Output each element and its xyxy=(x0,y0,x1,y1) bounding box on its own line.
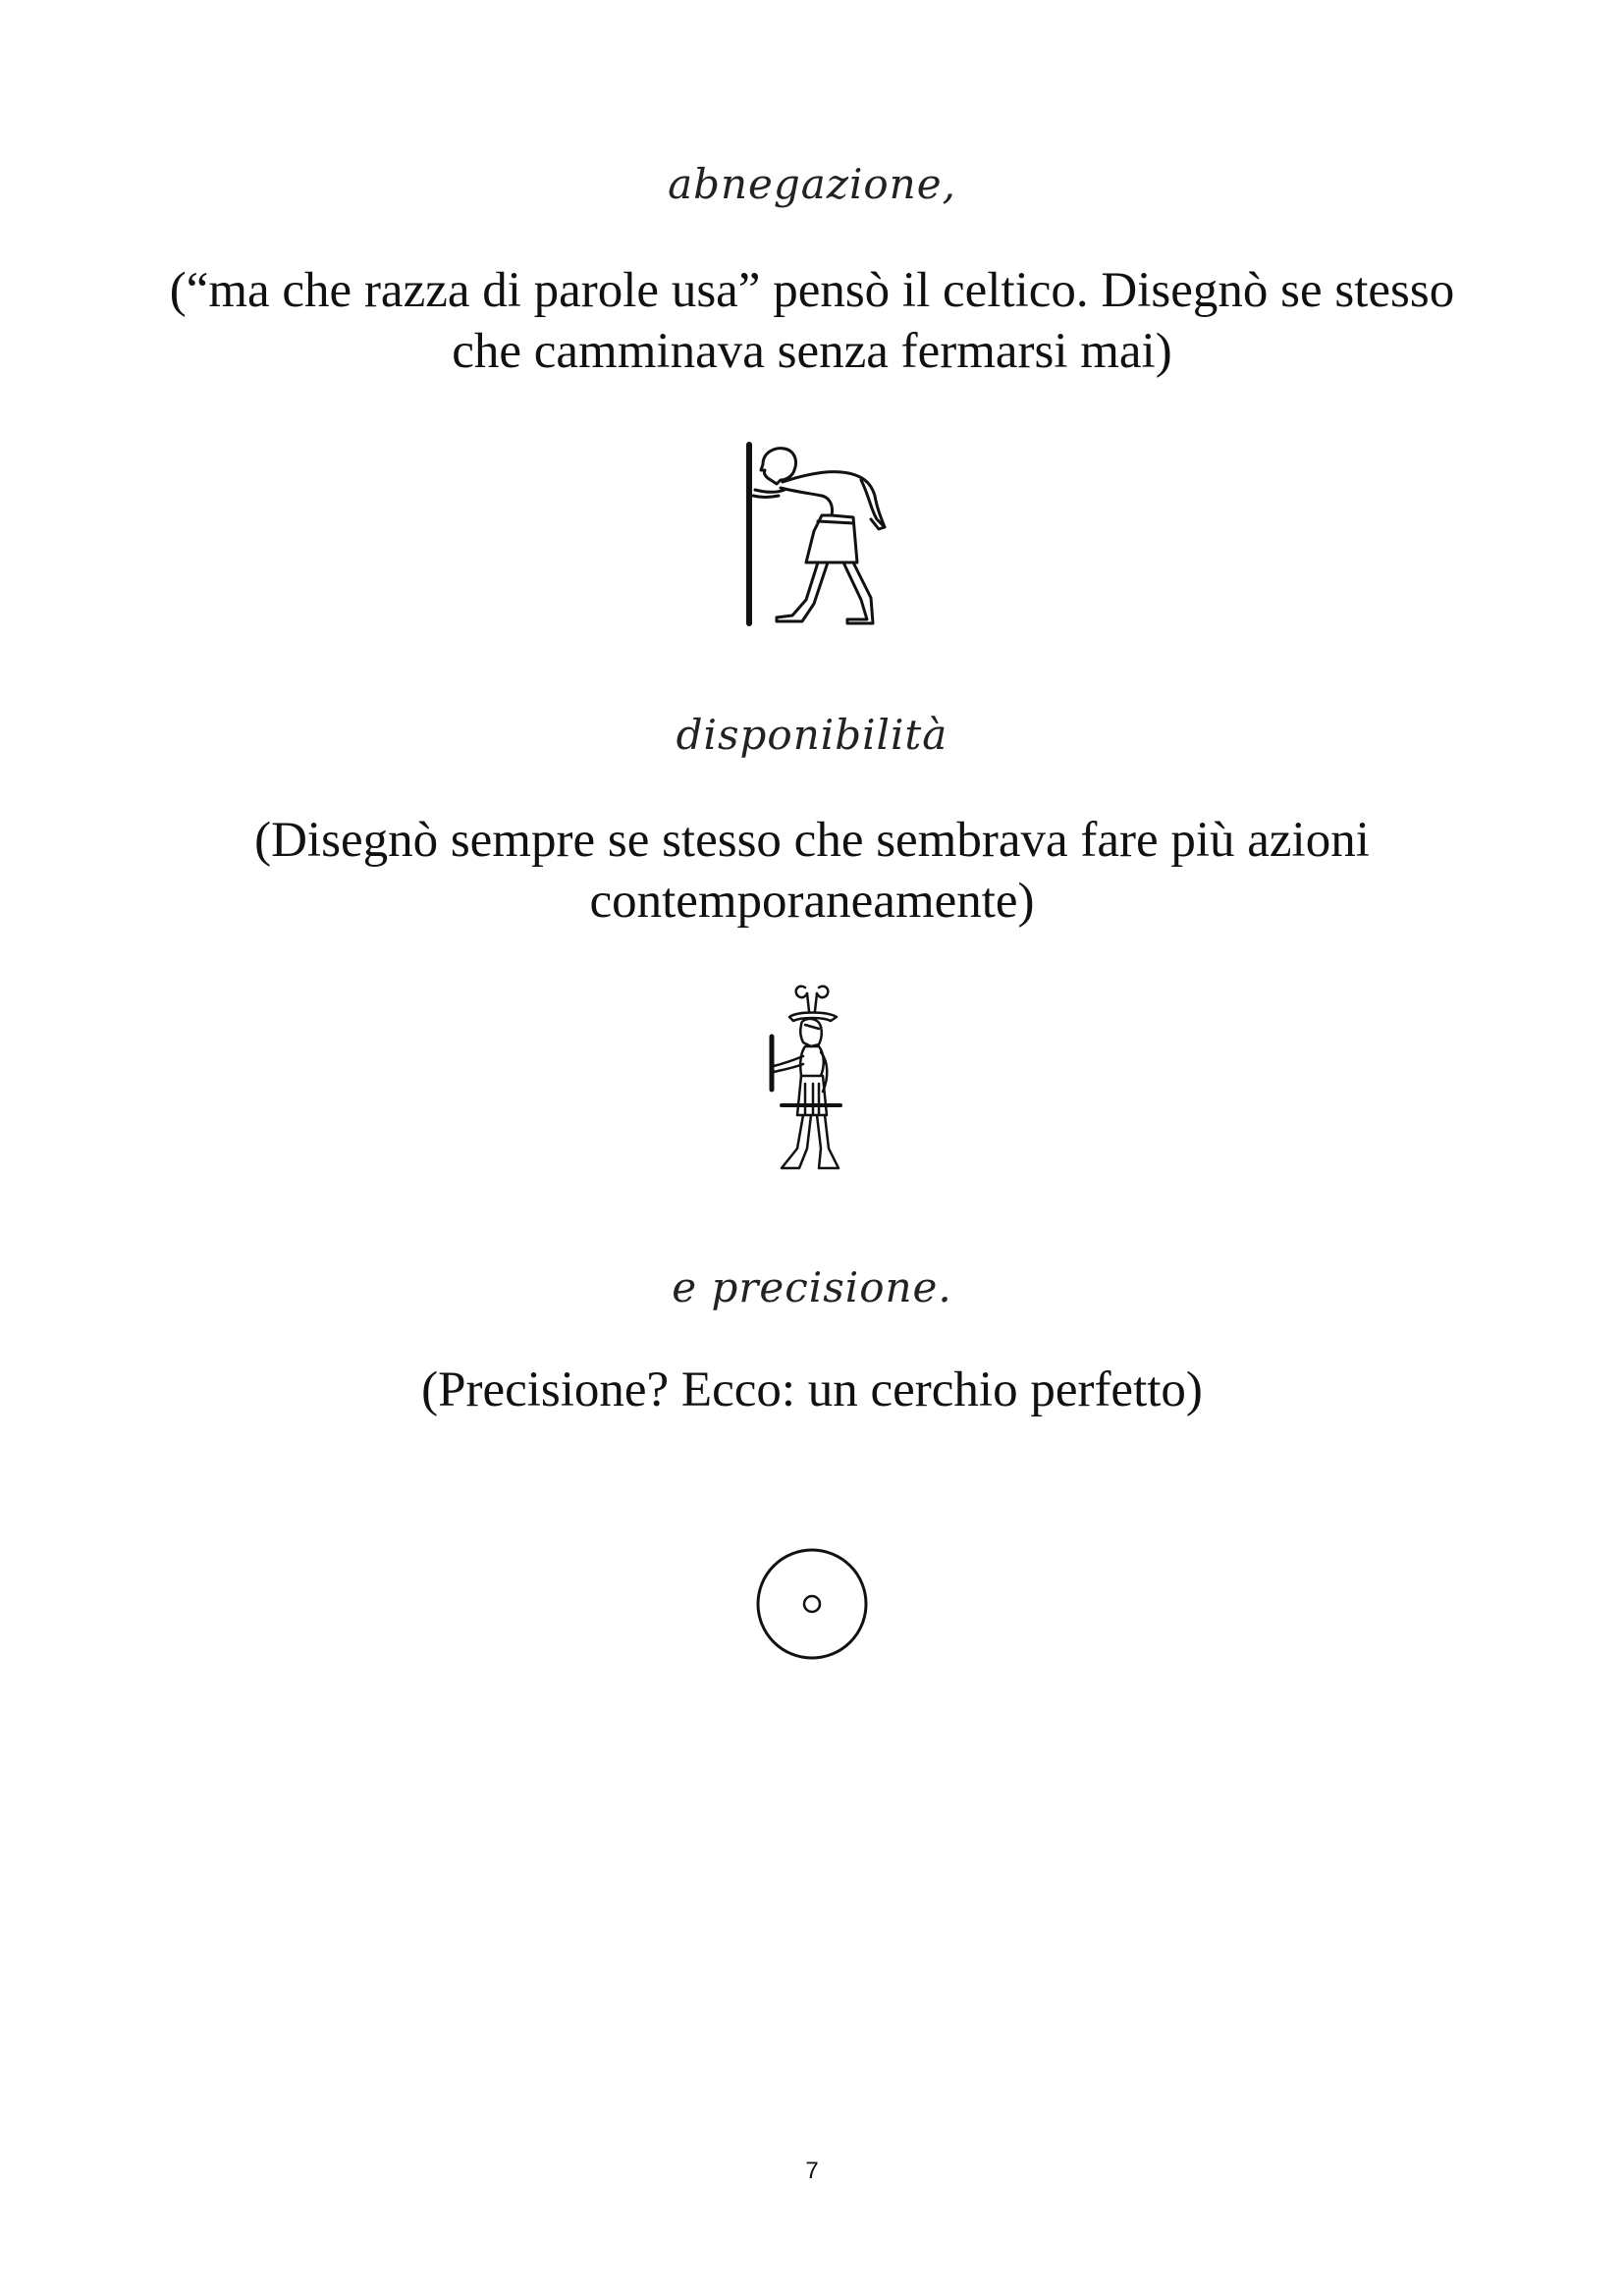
narration-line: (Precisione? Ecco: un cerchio perfetto) xyxy=(421,1362,1203,1417)
perfect-circle-icon xyxy=(0,1545,1624,1663)
keyword-abnegazione: abnegazione, xyxy=(668,160,956,208)
narration-line: (“ma che razza di parole usa” pensò il celtico. Disegnò se stesso xyxy=(169,263,1455,318)
hieroglyph-walking-man-with-staff-icon xyxy=(0,437,1624,628)
hieroglyph-man-carrying-on-head-icon xyxy=(0,982,1624,1178)
narration-line: (Disegnò sempre se stesso che sembrava fare più azioni xyxy=(254,813,1370,868)
narration-line: che camminava senza fermarsi mai) xyxy=(452,324,1172,379)
narration-line: contemporaneamente) xyxy=(589,874,1035,929)
keyword-disponibilita: disponibilità xyxy=(676,711,948,759)
page-number: 7 xyxy=(805,2158,819,2184)
keyword-precisione: e precisione. xyxy=(672,1263,952,1311)
